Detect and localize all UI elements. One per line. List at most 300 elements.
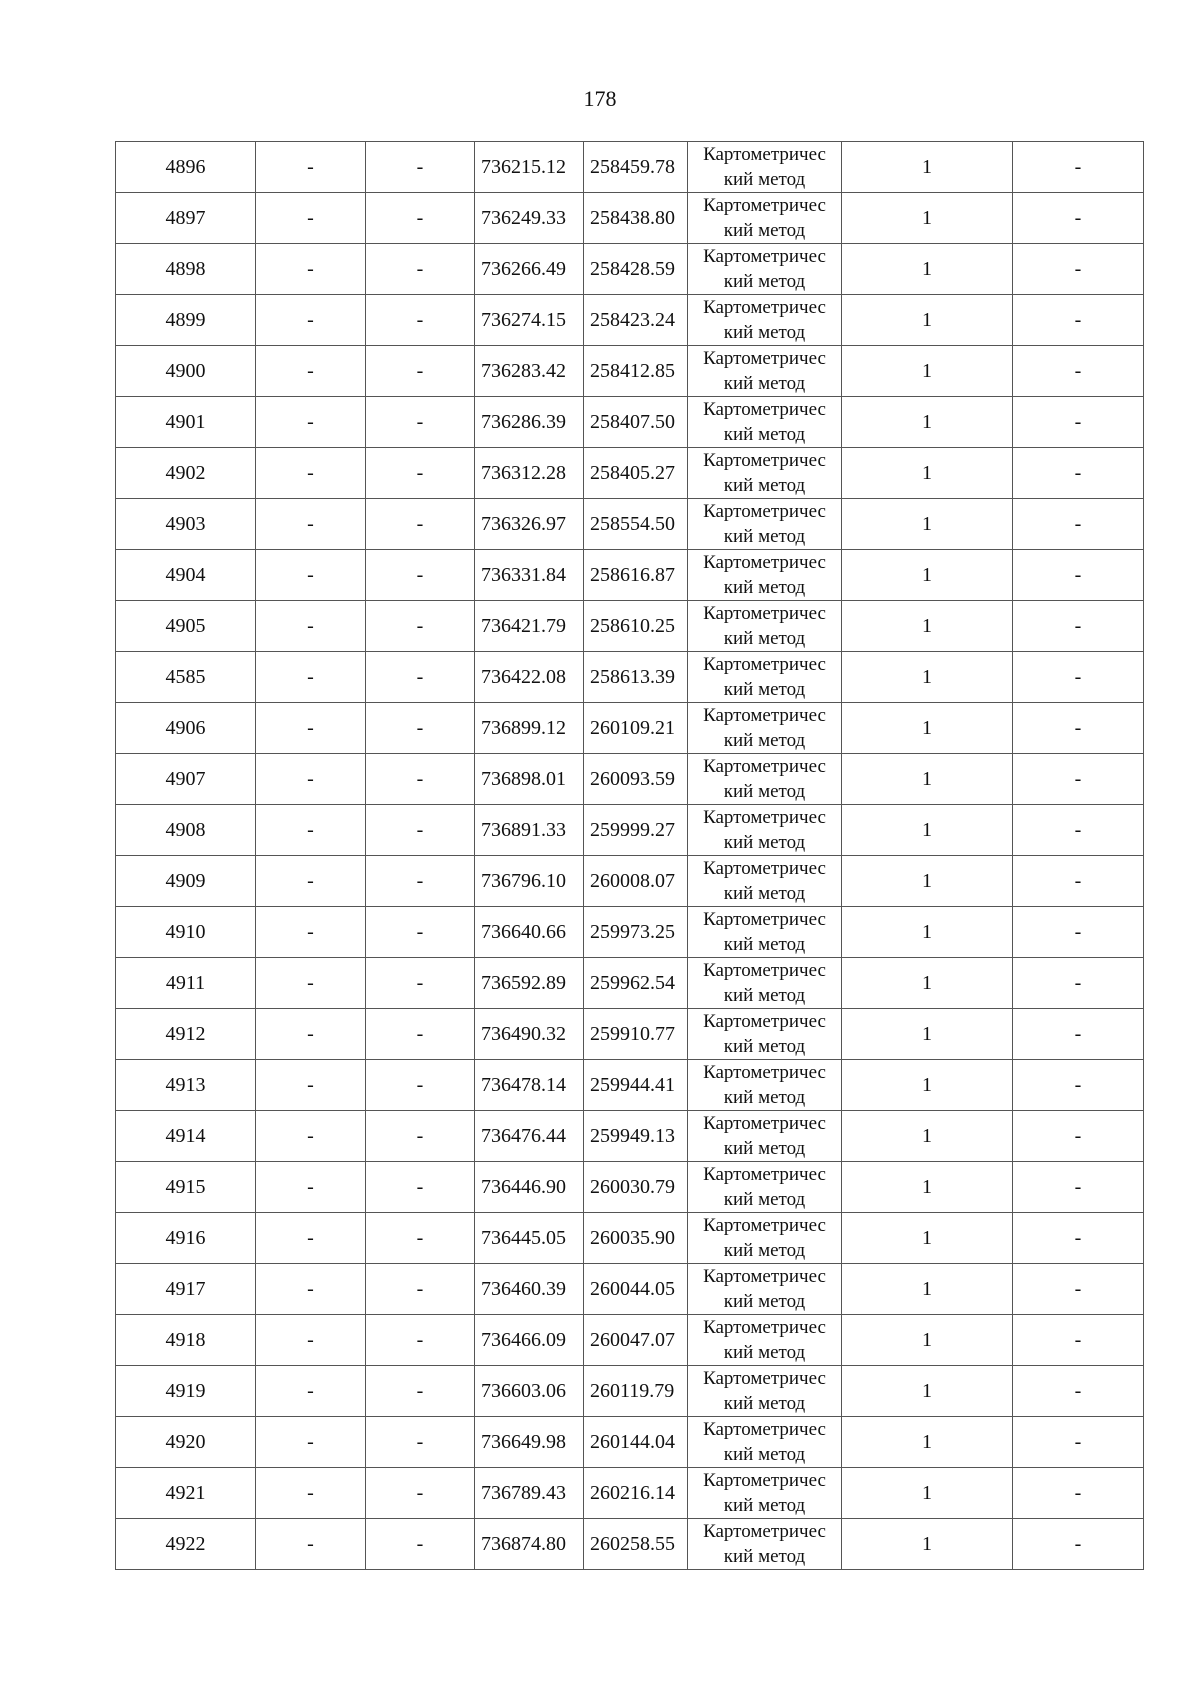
- accuracy-cell: 1: [842, 244, 1013, 295]
- method-label-line2: кий метод: [723, 985, 806, 1006]
- method-label-line1: Картометричес: [703, 297, 826, 318]
- y-coordinate-cell: 259944.41: [584, 1060, 688, 1111]
- method-label-line2: кий метод: [723, 526, 806, 547]
- x-coordinate-cell: 736274.15: [475, 295, 584, 346]
- point-number-cell: 4910: [116, 907, 256, 958]
- x-coordinate-cell: 736640.66: [475, 907, 584, 958]
- empty-value-cell: -: [256, 1519, 366, 1570]
- empty-value-cell: -: [1013, 1468, 1144, 1519]
- method-cell: [688, 805, 842, 856]
- accuracy-cell: 1: [842, 703, 1013, 754]
- empty-value-cell: -: [1013, 1162, 1144, 1213]
- empty-value-cell: -: [256, 1009, 366, 1060]
- method-label-line2: кий метод: [723, 424, 806, 445]
- method-cell: [688, 958, 842, 1009]
- method-label-line1: Картометричес: [703, 144, 826, 165]
- method-label-line2: кий метод: [723, 577, 806, 598]
- method-label-line2: кий метод: [723, 169, 806, 190]
- empty-value-cell: -: [366, 958, 475, 1009]
- table-row: [116, 907, 1144, 958]
- point-number-cell: 4903: [116, 499, 256, 550]
- empty-value-cell: -: [256, 703, 366, 754]
- empty-value-cell: -: [366, 805, 475, 856]
- x-coordinate-cell: 736891.33: [475, 805, 584, 856]
- empty-value-cell: -: [256, 1060, 366, 1111]
- point-number-cell: 4919: [116, 1366, 256, 1417]
- empty-value-cell: -: [256, 1315, 366, 1366]
- accuracy-cell: 1: [842, 1417, 1013, 1468]
- empty-value-cell: -: [1013, 295, 1144, 346]
- empty-value-cell: -: [256, 1162, 366, 1213]
- x-coordinate-cell: 736874.80: [475, 1519, 584, 1570]
- method-label-line1: Картометричес: [703, 246, 826, 267]
- empty-value-cell: -: [366, 1468, 475, 1519]
- empty-value-cell: -: [256, 1264, 366, 1315]
- empty-value-cell: -: [1013, 703, 1144, 754]
- method-cell: [688, 652, 842, 703]
- table-row: [116, 1264, 1144, 1315]
- x-coordinate-cell: 736466.09: [475, 1315, 584, 1366]
- accuracy-cell: 1: [842, 1366, 1013, 1417]
- table-row: [116, 550, 1144, 601]
- point-number-cell: 4897: [116, 193, 256, 244]
- method-label-line1: Картометричес: [703, 1470, 826, 1491]
- empty-value-cell: -: [1013, 1009, 1144, 1060]
- method-label-line1: Картометричес: [703, 807, 826, 828]
- empty-value-cell: -: [366, 703, 475, 754]
- method-label-line2: кий метод: [723, 1291, 806, 1312]
- accuracy-cell: 1: [842, 1213, 1013, 1264]
- method-label-line2: кий метод: [723, 832, 806, 853]
- y-coordinate-cell: 258610.25: [584, 601, 688, 652]
- point-number-cell: 4900: [116, 346, 256, 397]
- y-coordinate-cell: 260144.04: [584, 1417, 688, 1468]
- x-coordinate-cell: 736283.42: [475, 346, 584, 397]
- y-coordinate-cell: 259949.13: [584, 1111, 688, 1162]
- method-label-line2: кий метод: [723, 271, 806, 292]
- method-cell: [688, 907, 842, 958]
- empty-value-cell: -: [366, 1162, 475, 1213]
- method-cell: [688, 1366, 842, 1417]
- accuracy-cell: 1: [842, 1009, 1013, 1060]
- point-number-cell: 4920: [116, 1417, 256, 1468]
- point-number-cell: 4896: [116, 142, 256, 193]
- empty-value-cell: -: [256, 499, 366, 550]
- y-coordinate-cell: 258412.85: [584, 346, 688, 397]
- y-coordinate-cell: 260258.55: [584, 1519, 688, 1570]
- empty-value-cell: -: [256, 805, 366, 856]
- method-label-line1: Картометричес: [703, 1164, 826, 1185]
- empty-value-cell: -: [1013, 550, 1144, 601]
- x-coordinate-cell: 736215.12: [475, 142, 584, 193]
- point-number-cell: 4909: [116, 856, 256, 907]
- empty-value-cell: -: [1013, 601, 1144, 652]
- method-cell: [688, 1264, 842, 1315]
- point-number-cell: 4911: [116, 958, 256, 1009]
- empty-value-cell: -: [256, 142, 366, 193]
- table-row: [116, 397, 1144, 448]
- empty-value-cell: -: [366, 499, 475, 550]
- accuracy-cell: 1: [842, 1468, 1013, 1519]
- method-label-line2: кий метод: [723, 475, 806, 496]
- table-row: [116, 1111, 1144, 1162]
- accuracy-cell: 1: [842, 958, 1013, 1009]
- x-coordinate-cell: 736326.97: [475, 499, 584, 550]
- method-label-line2: кий метод: [723, 220, 806, 241]
- method-cell: [688, 1111, 842, 1162]
- method-cell: [688, 142, 842, 193]
- empty-value-cell: -: [256, 1468, 366, 1519]
- accuracy-cell: 1: [842, 1519, 1013, 1570]
- accuracy-cell: 1: [842, 193, 1013, 244]
- x-coordinate-cell: 736312.28: [475, 448, 584, 499]
- point-number-cell: 4901: [116, 397, 256, 448]
- point-number-cell: 4905: [116, 601, 256, 652]
- method-label-line2: кий метод: [723, 628, 806, 649]
- x-coordinate-cell: 736266.49: [475, 244, 584, 295]
- empty-value-cell: -: [366, 1519, 475, 1570]
- point-number-cell: 4908: [116, 805, 256, 856]
- empty-value-cell: -: [1013, 856, 1144, 907]
- accuracy-cell: 1: [842, 1111, 1013, 1162]
- method-label-line1: Картометричес: [703, 1521, 826, 1542]
- method-label-line2: кий метод: [723, 322, 806, 343]
- empty-value-cell: -: [366, 1060, 475, 1111]
- empty-value-cell: -: [366, 397, 475, 448]
- empty-value-cell: -: [366, 1366, 475, 1417]
- empty-value-cell: -: [366, 907, 475, 958]
- empty-value-cell: -: [366, 1009, 475, 1060]
- method-cell: [688, 703, 842, 754]
- table-row: [116, 244, 1144, 295]
- x-coordinate-cell: 736331.84: [475, 550, 584, 601]
- x-coordinate-cell: 736286.39: [475, 397, 584, 448]
- method-cell: [688, 244, 842, 295]
- y-coordinate-cell: 260119.79: [584, 1366, 688, 1417]
- table-row: [116, 193, 1144, 244]
- empty-value-cell: -: [256, 397, 366, 448]
- method-label-line1: Картометричес: [703, 1368, 826, 1389]
- accuracy-cell: 1: [842, 652, 1013, 703]
- method-label-line2: кий метод: [723, 1342, 806, 1363]
- empty-value-cell: -: [256, 295, 366, 346]
- empty-value-cell: -: [366, 295, 475, 346]
- empty-value-cell: -: [366, 601, 475, 652]
- y-coordinate-cell: 258407.50: [584, 397, 688, 448]
- method-label-line1: Картометричес: [703, 399, 826, 420]
- empty-value-cell: -: [256, 958, 366, 1009]
- empty-value-cell: -: [1013, 1060, 1144, 1111]
- point-number-cell: 4912: [116, 1009, 256, 1060]
- accuracy-cell: 1: [842, 1315, 1013, 1366]
- empty-value-cell: -: [366, 142, 475, 193]
- method-label-line1: Картометричес: [703, 1062, 826, 1083]
- x-coordinate-cell: 736460.39: [475, 1264, 584, 1315]
- x-coordinate-cell: 736422.08: [475, 652, 584, 703]
- point-number-cell: 4907: [116, 754, 256, 805]
- point-number-cell: 4585: [116, 652, 256, 703]
- empty-value-cell: -: [366, 244, 475, 295]
- empty-value-cell: -: [366, 1213, 475, 1264]
- method-label-line2: кий метод: [723, 1240, 806, 1261]
- table-row: [116, 295, 1144, 346]
- empty-value-cell: -: [256, 601, 366, 652]
- x-coordinate-cell: 736490.32: [475, 1009, 584, 1060]
- table-row: [116, 703, 1144, 754]
- y-coordinate-cell: 260008.07: [584, 856, 688, 907]
- method-label-line2: кий метод: [723, 1495, 806, 1516]
- method-label-line2: кий метод: [723, 883, 806, 904]
- empty-value-cell: -: [1013, 397, 1144, 448]
- table-row: [116, 142, 1144, 193]
- y-coordinate-cell: 260109.21: [584, 703, 688, 754]
- method-cell: [688, 1162, 842, 1213]
- x-coordinate-cell: 736899.12: [475, 703, 584, 754]
- method-label-line1: Картометричес: [703, 756, 826, 777]
- empty-value-cell: -: [366, 1264, 475, 1315]
- y-coordinate-cell: 258616.87: [584, 550, 688, 601]
- point-number-cell: 4921: [116, 1468, 256, 1519]
- accuracy-cell: 1: [842, 346, 1013, 397]
- empty-value-cell: -: [366, 754, 475, 805]
- method-cell: [688, 1519, 842, 1570]
- y-coordinate-cell: 258554.50: [584, 499, 688, 550]
- method-label-line2: кий метод: [723, 1138, 806, 1159]
- method-label-line1: Картометричес: [703, 1113, 826, 1134]
- y-coordinate-cell: 259973.25: [584, 907, 688, 958]
- table-row: [116, 1162, 1144, 1213]
- method-cell: [688, 1060, 842, 1111]
- method-label-line2: кий метод: [723, 730, 806, 751]
- empty-value-cell: -: [256, 448, 366, 499]
- method-cell: [688, 1213, 842, 1264]
- y-coordinate-cell: 259999.27: [584, 805, 688, 856]
- method-cell: [688, 499, 842, 550]
- x-coordinate-cell: 736649.98: [475, 1417, 584, 1468]
- y-coordinate-cell: 258405.27: [584, 448, 688, 499]
- empty-value-cell: -: [1013, 193, 1144, 244]
- method-label-line1: Картометричес: [703, 1011, 826, 1032]
- point-number-cell: 4914: [116, 1111, 256, 1162]
- y-coordinate-cell: 260044.05: [584, 1264, 688, 1315]
- method-cell: [688, 1468, 842, 1519]
- empty-value-cell: -: [366, 448, 475, 499]
- empty-value-cell: -: [1013, 142, 1144, 193]
- method-label-line1: Картометричес: [703, 1215, 826, 1236]
- method-cell: [688, 295, 842, 346]
- y-coordinate-cell: 260093.59: [584, 754, 688, 805]
- y-coordinate-cell: 260216.14: [584, 1468, 688, 1519]
- table-row: [116, 1315, 1144, 1366]
- method-label-line2: кий метод: [723, 1189, 806, 1210]
- y-coordinate-cell: 258428.59: [584, 244, 688, 295]
- accuracy-cell: 1: [842, 907, 1013, 958]
- table-row: [116, 448, 1144, 499]
- table-row: [116, 958, 1144, 1009]
- empty-value-cell: -: [366, 856, 475, 907]
- empty-value-cell: -: [256, 856, 366, 907]
- empty-value-cell: -: [1013, 1111, 1144, 1162]
- empty-value-cell: -: [1013, 754, 1144, 805]
- x-coordinate-cell: 736476.44: [475, 1111, 584, 1162]
- empty-value-cell: -: [256, 652, 366, 703]
- empty-value-cell: -: [256, 193, 366, 244]
- method-label-line1: Картометричес: [703, 603, 826, 624]
- empty-value-cell: -: [1013, 499, 1144, 550]
- method-label-line1: Картометричес: [703, 705, 826, 726]
- method-cell: [688, 1417, 842, 1468]
- method-label-line2: кий метод: [723, 1393, 806, 1414]
- table-row: [116, 754, 1144, 805]
- empty-value-cell: -: [256, 550, 366, 601]
- method-cell: [688, 754, 842, 805]
- y-coordinate-cell: 260030.79: [584, 1162, 688, 1213]
- empty-value-cell: -: [1013, 1315, 1144, 1366]
- method-label-line1: Картометричес: [703, 960, 826, 981]
- accuracy-cell: 1: [842, 601, 1013, 652]
- point-number-cell: 4922: [116, 1519, 256, 1570]
- y-coordinate-cell: 259962.54: [584, 958, 688, 1009]
- empty-value-cell: -: [366, 1111, 475, 1162]
- accuracy-cell: 1: [842, 142, 1013, 193]
- empty-value-cell: -: [1013, 1366, 1144, 1417]
- table-row: [116, 1213, 1144, 1264]
- table-row: [116, 1060, 1144, 1111]
- empty-value-cell: -: [366, 346, 475, 397]
- method-label-line1: Картометричес: [703, 348, 826, 369]
- empty-value-cell: -: [1013, 652, 1144, 703]
- method-cell: [688, 397, 842, 448]
- y-coordinate-cell: 258613.39: [584, 652, 688, 703]
- empty-value-cell: -: [256, 1213, 366, 1264]
- x-coordinate-cell: 736898.01: [475, 754, 584, 805]
- point-number-cell: 4918: [116, 1315, 256, 1366]
- point-number-cell: 4899: [116, 295, 256, 346]
- accuracy-cell: 1: [842, 805, 1013, 856]
- method-cell: [688, 856, 842, 907]
- method-label-line2: кий метод: [723, 373, 806, 394]
- method-label-line1: Картометричес: [703, 858, 826, 879]
- empty-value-cell: -: [1013, 1264, 1144, 1315]
- y-coordinate-cell: 259910.77: [584, 1009, 688, 1060]
- method-cell: [688, 193, 842, 244]
- coordinates-table: [115, 141, 1144, 1570]
- table-row: [116, 1366, 1144, 1417]
- empty-value-cell: -: [1013, 1213, 1144, 1264]
- y-coordinate-cell: 258423.24: [584, 295, 688, 346]
- empty-value-cell: -: [256, 1417, 366, 1468]
- empty-value-cell: -: [256, 1111, 366, 1162]
- x-coordinate-cell: 736445.05: [475, 1213, 584, 1264]
- accuracy-cell: 1: [842, 499, 1013, 550]
- x-coordinate-cell: 736421.79: [475, 601, 584, 652]
- method-label-line1: Картометричес: [703, 552, 826, 573]
- method-label-line1: Картометричес: [703, 195, 826, 216]
- accuracy-cell: 1: [842, 550, 1013, 601]
- table-row: [116, 652, 1144, 703]
- y-coordinate-cell: 258438.80: [584, 193, 688, 244]
- table-row: [116, 346, 1144, 397]
- method-label-line2: кий метод: [723, 1546, 806, 1567]
- empty-value-cell: -: [1013, 805, 1144, 856]
- table-row: [116, 601, 1144, 652]
- method-cell: [688, 448, 842, 499]
- point-number-cell: 4917: [116, 1264, 256, 1315]
- x-coordinate-cell: 736592.89: [475, 958, 584, 1009]
- table-row: [116, 499, 1144, 550]
- accuracy-cell: 1: [842, 448, 1013, 499]
- point-number-cell: 4916: [116, 1213, 256, 1264]
- empty-value-cell: -: [366, 550, 475, 601]
- table-row: [116, 1417, 1144, 1468]
- method-label-line2: кий метод: [723, 781, 806, 802]
- empty-value-cell: -: [256, 346, 366, 397]
- page-number: 178: [583, 86, 617, 111]
- method-label-line1: Картометричес: [703, 654, 826, 675]
- method-cell: [688, 1009, 842, 1060]
- accuracy-cell: 1: [842, 754, 1013, 805]
- empty-value-cell: -: [366, 1417, 475, 1468]
- empty-value-cell: -: [1013, 448, 1144, 499]
- method-label-line2: кий метод: [723, 679, 806, 700]
- accuracy-cell: 1: [842, 1060, 1013, 1111]
- empty-value-cell: -: [256, 1366, 366, 1417]
- method-label-line2: кий метод: [723, 1087, 806, 1108]
- empty-value-cell: -: [1013, 907, 1144, 958]
- x-coordinate-cell: 736603.06: [475, 1366, 584, 1417]
- point-number-cell: 4898: [116, 244, 256, 295]
- method-label-line2: кий метод: [723, 1444, 806, 1465]
- method-cell: [688, 346, 842, 397]
- empty-value-cell: -: [1013, 1519, 1144, 1570]
- accuracy-cell: 1: [842, 295, 1013, 346]
- method-label-line1: Картометричес: [703, 1317, 826, 1338]
- x-coordinate-cell: 736796.10: [475, 856, 584, 907]
- accuracy-cell: 1: [842, 1264, 1013, 1315]
- table-row: [116, 1468, 1144, 1519]
- empty-value-cell: -: [366, 652, 475, 703]
- point-number-cell: 4913: [116, 1060, 256, 1111]
- method-label-line1: Картометричес: [703, 501, 826, 522]
- method-cell: [688, 1315, 842, 1366]
- accuracy-cell: 1: [842, 397, 1013, 448]
- point-number-cell: 4906: [116, 703, 256, 754]
- empty-value-cell: -: [1013, 244, 1144, 295]
- x-coordinate-cell: 736789.43: [475, 1468, 584, 1519]
- table-row: [116, 1009, 1144, 1060]
- table-body: [116, 142, 1144, 1570]
- method-label-line1: Картометричес: [703, 1419, 826, 1440]
- accuracy-cell: 1: [842, 1162, 1013, 1213]
- empty-value-cell: -: [256, 244, 366, 295]
- method-label-line1: Картометричес: [703, 450, 826, 471]
- y-coordinate-cell: 260047.07: [584, 1315, 688, 1366]
- point-number-cell: 4915: [116, 1162, 256, 1213]
- method-label-line2: кий метод: [723, 934, 806, 955]
- empty-value-cell: -: [256, 754, 366, 805]
- point-number-cell: 4904: [116, 550, 256, 601]
- x-coordinate-cell: 736446.90: [475, 1162, 584, 1213]
- table-row: [116, 805, 1144, 856]
- method-label-line1: Картометричес: [703, 1266, 826, 1287]
- point-number-cell: 4902: [116, 448, 256, 499]
- empty-value-cell: -: [1013, 1417, 1144, 1468]
- empty-value-cell: -: [366, 1315, 475, 1366]
- empty-value-cell: -: [256, 907, 366, 958]
- x-coordinate-cell: 736249.33: [475, 193, 584, 244]
- y-coordinate-cell: 260035.90: [584, 1213, 688, 1264]
- empty-value-cell: -: [1013, 346, 1144, 397]
